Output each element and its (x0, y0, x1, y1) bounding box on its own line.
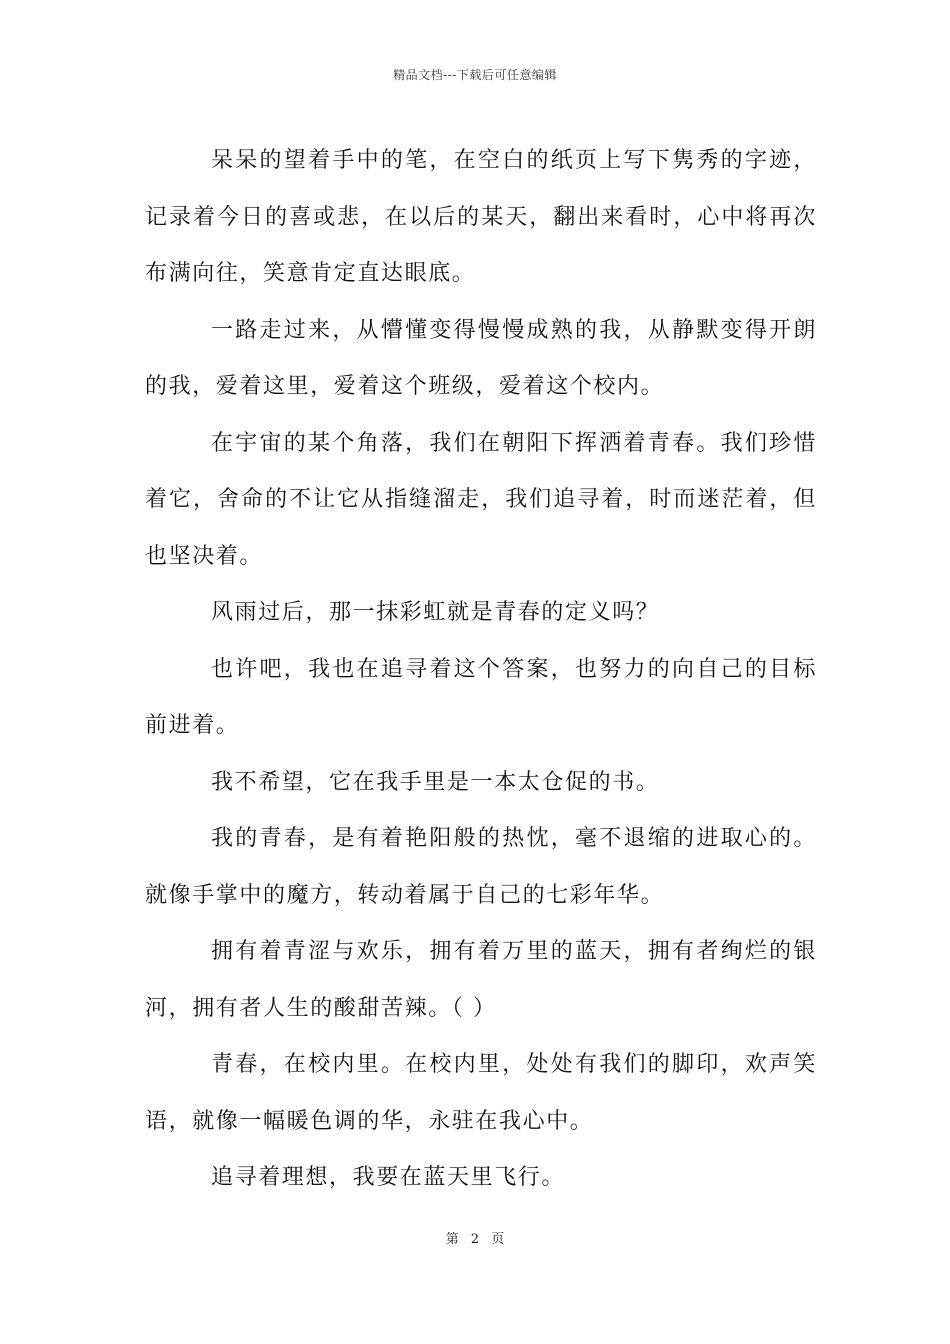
paragraph: 追寻着理想，我要在蓝天里飞行。 (211, 1165, 566, 1190)
paragraph: 我不希望，它在我手里是一本太仓促的书。 (211, 769, 660, 795)
paragraph: 一路走过来，从懵懂变得慢慢成熟的我，从静默变得开朗的我，爱着这里，爱着这个班级，爱着这个校内。 (145, 317, 817, 399)
paragraph: 也许吧，我也在追寻着这个答案，也努力的向自己的目标前进着。 (145, 656, 817, 738)
paragraph: 我的青春，是有着艳阳般的热忱，毫不退缩的进取心的。就像手掌中的魔方，转动着属于自己的七彩年华。 (145, 826, 817, 908)
page-header: 精品文档---下载后可任意编辑 (393, 68, 557, 82)
page-number: 2 (470, 1232, 480, 1247)
paragraph: 在宇宙的某个角落，我们在朝阳下挥洒着青春。我们珍惜着它，舍命的不让它从指缝溜走，我们追寻着，时而迷茫着，但也坚决着。 (145, 430, 817, 569)
paragraph: 拥有着青涩与欢乐，拥有着万里的蓝天，拥有者绚烂的银河，拥有者人生的酸甜苦辣。（ ） (145, 939, 817, 1021)
paragraph: 风雨过后，那一抹彩虹就是青春的定义吗？ (211, 600, 660, 625)
document-body (145, 133, 817, 1207)
page-number-suffix: 页 (491, 1232, 505, 1247)
paragraph: 呆呆的望着手中的笔，在空白的纸页上写下隽秀的字迹，记录着今日的喜或悲，在以后的某天，翻出来看时，心中将再次布满向往，笑意肯定直达眼底。 (145, 148, 817, 286)
page-footer (0, 1228, 950, 1247)
paragraph: 青春，在校内里。在校内里，处处有我们的脚印，欢声笑语，就像一幅暖色调的华，永驻在我心中。 (145, 1052, 817, 1134)
page-number-prefix: 第 (445, 1232, 459, 1247)
